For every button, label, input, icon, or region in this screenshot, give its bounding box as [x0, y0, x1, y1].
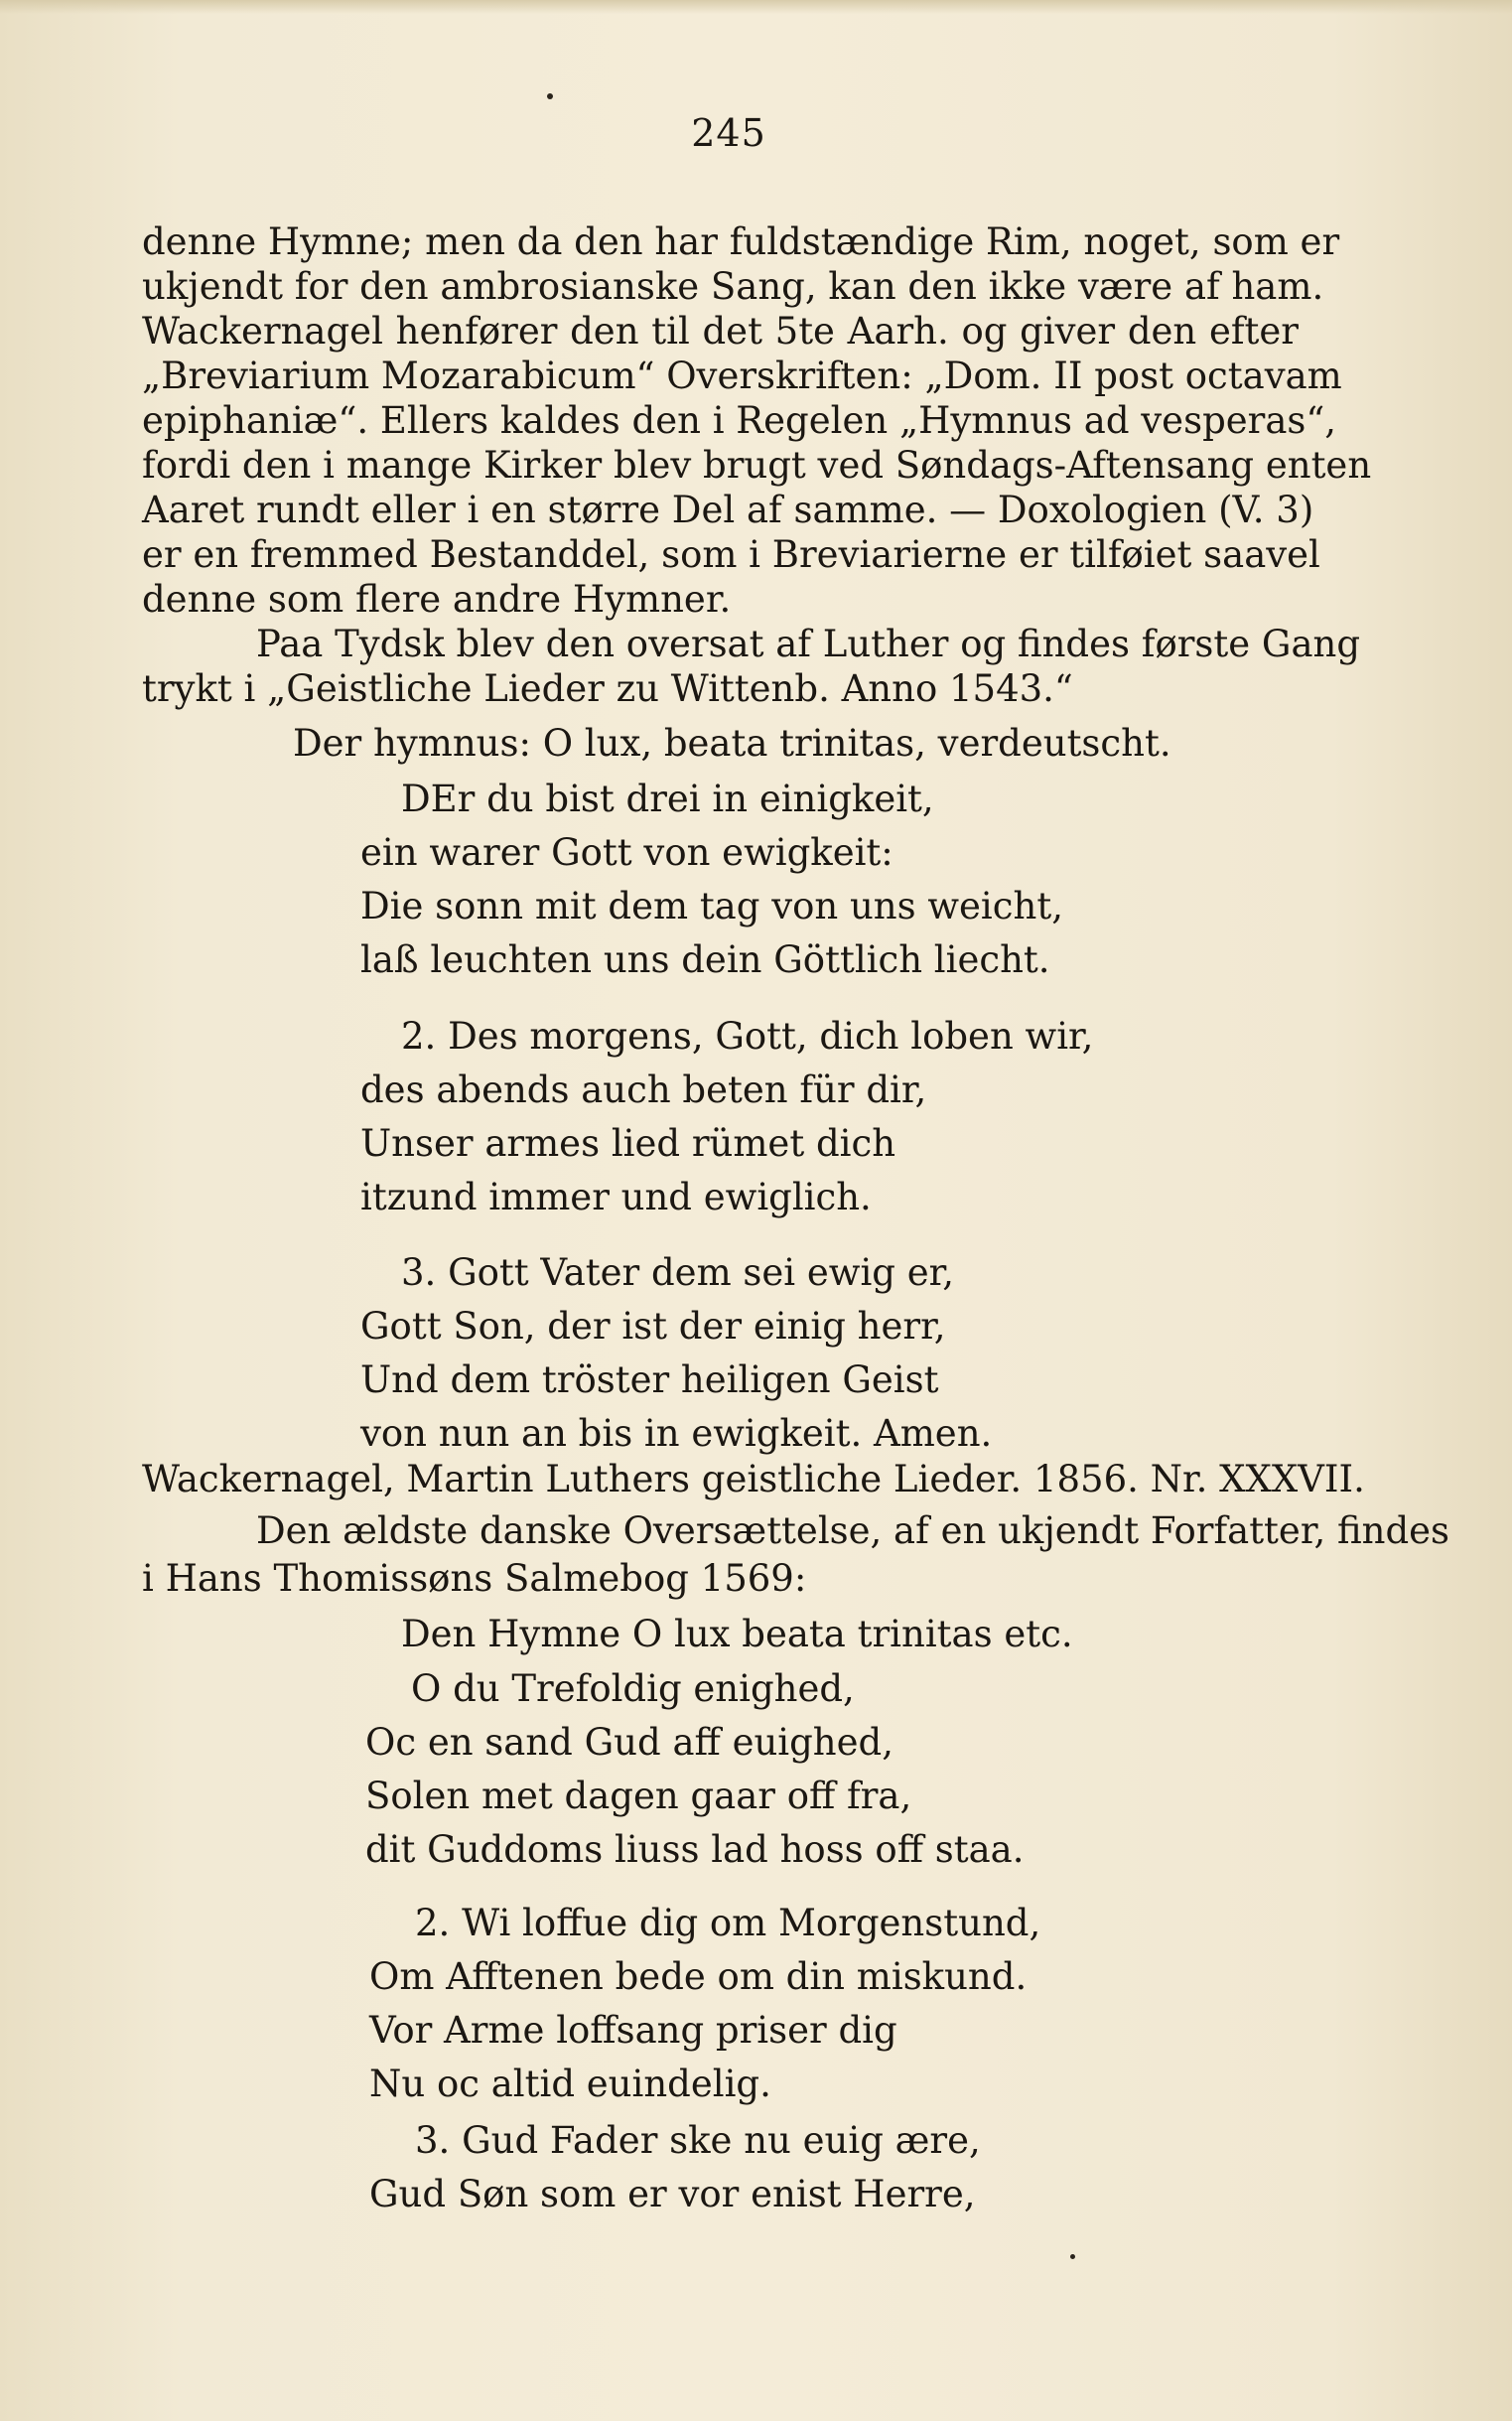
commentary-line: er en fremmed Bestanddel, som i Breviarierne er tilføiet saavel	[142, 533, 1320, 576]
danish-intro-line: Den ældste danske Oversættelse, af en ukjendt Forfatter, findes	[256, 1509, 1450, 1552]
danish-verse-line: O du Trefoldig enighed,	[411, 1667, 855, 1710]
danish-verse-line: 3. Gud Fader ske nu euig ære,	[415, 2119, 981, 2162]
commentary-line: denne Hymne; men da den har fuldstændige Rim, noget, som er	[142, 220, 1340, 263]
commentary-line: epiphaniæ“. Ellers kaldes den i Regelen „Hymnus ad vesperas“,	[142, 399, 1337, 442]
print-speck	[1070, 2254, 1075, 2259]
danish-verse-line: Om Afftenen bede om din miskund.	[369, 1955, 1028, 1998]
commentary-line: „Breviarium Mozarabicum“ Overskriften: „Dom. II post octavam	[142, 355, 1342, 397]
german-verse-line: ein warer Gott von ewigkeit:	[360, 831, 893, 874]
german-verse-line: laß leuchten uns dein Göttlich liecht.	[360, 938, 1050, 981]
commentary-line: ukjendt for den ambrosianske Sang, kan den ikke være af ham.	[142, 265, 1324, 308]
danish-hymn-heading: Den Hymne O lux beata trinitas etc.	[401, 1613, 1073, 1655]
commentary-line: fordi den i mange Kirker blev brugt ved Søndags-Aftensang enten	[142, 444, 1372, 487]
german-verse-line: Und dem tröster heiligen Geist	[360, 1358, 939, 1401]
commentary-line: denne som flere andre Hymner.	[142, 578, 732, 621]
danish-verse-line: dit Guddoms liuss lad hoss off staa.	[365, 1828, 1025, 1871]
german-verse-line: DEr du bist drei in einigkeit,	[401, 778, 934, 820]
german-verse-line: Die sonn mit dem tag von uns weicht,	[360, 885, 1063, 927]
commentary-line: trykt i „Geistliche Lieder zu Wittenb. Anno 1543.“	[142, 667, 1073, 710]
danish-verse-line: Oc en sand Gud aff euighed,	[365, 1721, 893, 1764]
danish-verse-line: Nu oc altid euindelig.	[369, 2063, 771, 2105]
commentary-line: Wackernagel henfører den til det 5te Aarh. og giver den efter	[142, 310, 1299, 353]
german-verse-line: itzund immer und ewiglich.	[360, 1176, 872, 1218]
commentary-line: Paa Tydsk blev den oversat af Luther og findes første Gang	[256, 623, 1361, 665]
german-hymn-heading: Der hymnus: O lux, beata trinitas, verdeutscht.	[293, 722, 1171, 765]
german-verse-line: des abends auch beten für dir,	[360, 1068, 927, 1111]
german-verse-line: Unser armes lied rümet dich	[360, 1122, 896, 1165]
german-verse-line: von nun an bis in ewigkeit. Amen.	[360, 1412, 993, 1455]
danish-verse-line: Gud Søn som er vor enist Herre,	[369, 2173, 976, 2215]
german-verse-line: 3. Gott Vater dem sei ewig er,	[401, 1251, 955, 1294]
danish-verse-line: 2. Wi loffue dig om Morgenstund,	[415, 1902, 1041, 1944]
page-edge-shadow	[0, 0, 1512, 14]
print-speck	[547, 93, 553, 99]
danish-verse-line: Vor Arme loffsang priser dig	[369, 2009, 897, 2052]
danish-verse-line: Solen met dagen gaar off fra,	[365, 1775, 912, 1817]
page-number: 245	[691, 111, 766, 155]
german-verse-line: 2. Des morgens, Gott, dich loben wir,	[401, 1015, 1094, 1058]
danish-intro-line: i Hans Thomissøns Salmebog 1569:	[142, 1557, 807, 1600]
german-verse-line: Gott Son, der ist der einig herr,	[360, 1305, 946, 1348]
source-citation: Wackernagel, Martin Luthers geistliche Lieder. 1856. Nr. XXXVII.	[142, 1458, 1365, 1500]
commentary-line: Aaret rundt eller i en større Del af samme. — Doxologien (V. 3)	[142, 489, 1314, 531]
